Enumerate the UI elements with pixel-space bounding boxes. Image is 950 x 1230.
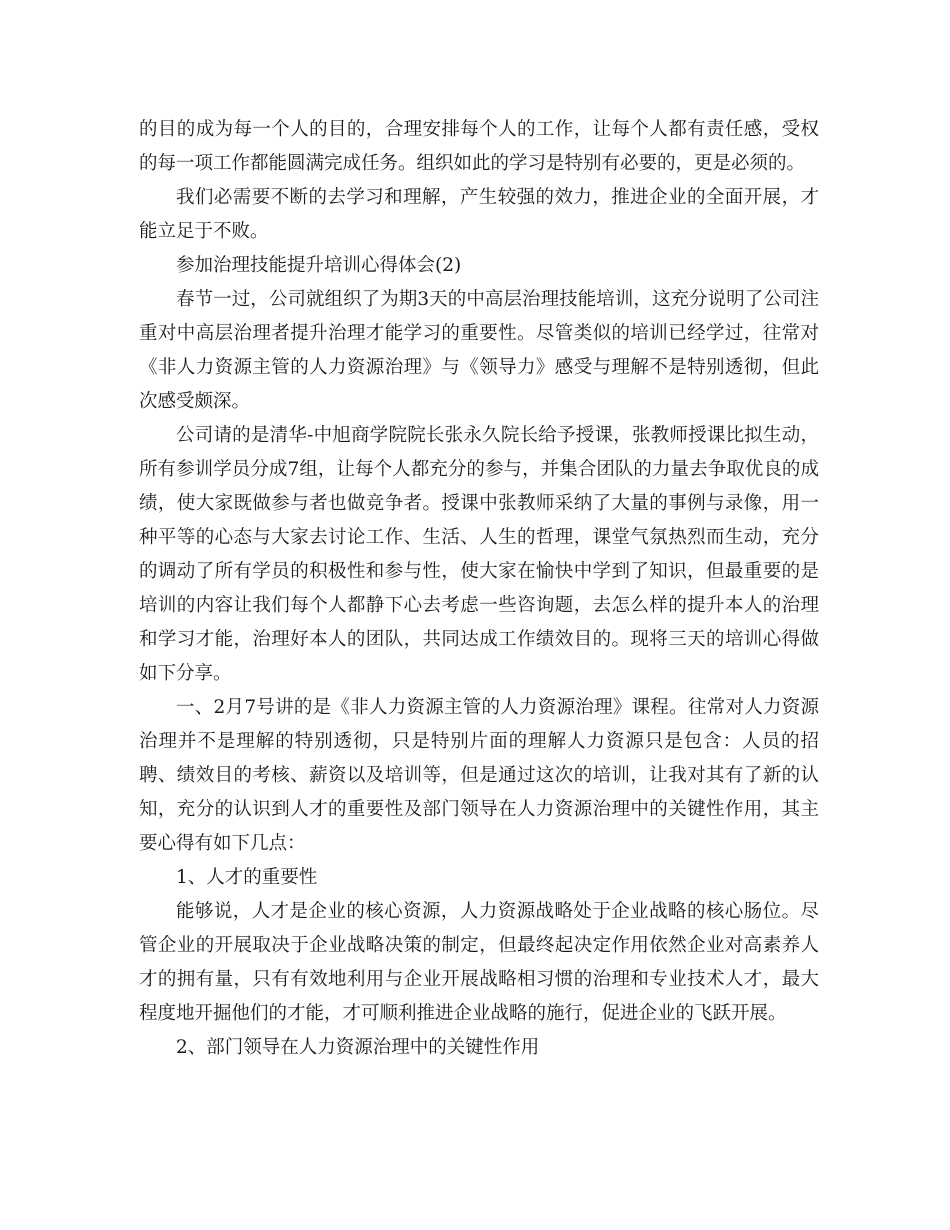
paragraph-talent: 能够说，人才是企业的核心资源，人力资源战略处于企业战略的核心肠位。尽管企业的开展取决于企业战略决策的制定，但最终起决定作用依然企业对高素养人才的拥有量，只有有效地利用与企业开展战略相习惯的治理和专业技术人才，最大程度地开掘他们的才能，才可顺利推进企业战略的施行，促进企业的飞跃开展。 <box>139 901 819 1024</box>
paragraph-intro: 春节一过，公司就组织了为期3天的中高层治理技能培训，这充分说明了公司注重对中高层治理者提升治理才能学习的重要性。尽管类似的培训已经学过，往常对《非人力资源主管的人力资源治理》与《领导力》感受与理解不是特别透彻，但此次感受颇深。 <box>139 289 819 412</box>
section-title: 参加治理技能提升培训心得体会(2) <box>176 255 462 276</box>
paragraph-hr-course: 一、2月7号讲的是《非人力资源主管的人力资源治理》课程。往常对人力资源治理并不是理解的特别透彻，只是特别片面的理解人力资源只是包含：人员的招聘、绩效目的考核、薪资以及培训等，但是通过这次的培训，让我对其有了新的认知，充分的认识到人才的重要性及部门领导在人力资源治理中的关键性作用，其主要心得有如下几点： <box>139 697 819 854</box>
subheading-leader-role: 2、部门领导在人力资源治理中的关键性作用 <box>176 1037 540 1058</box>
paragraph-learning: 我们必需要不断的去学习和理解，产生较强的效力，推进企业的全面开展，才能立足于不败。 <box>139 187 819 242</box>
document-body <box>139 113 819 1065</box>
paragraph-continuation: 的目的成为每一个人的目的，合理安排每个人的工作，让每个人都有责任感，受权的每一项工作都能圆满完成任务。组织如此的学习是特别有必要的，更是必须的。 <box>139 119 819 174</box>
paragraph-instructor: 公司请的是清华-中旭商学院院长张永久院长给予授课，张教师授课比拟生动，所有参训学员分成7组，让每个人都充分的参与，并集合团队的力量去争取优良的成绩，使大家既做参与者也做竞争者。授课中张教师采纳了大量的事例与录像，用一种平等的心态与大家去讨论工作、生活、人生的哲理，课堂气氛热烈而生动，充分的调动了所有学员的积极性和参与性，使大家在愉快中学到了知识，但最重要的是培训的内容让我们每个人都静下心去考虑一些咨询题，去怎么样的提升本人的治理和学习才能，治理好本人的团队，共同达成工作绩效目的。现将三天的培训心得做如下分享。 <box>139 425 819 684</box>
subheading-talent-importance: 1、人才的重要性 <box>176 867 318 888</box>
